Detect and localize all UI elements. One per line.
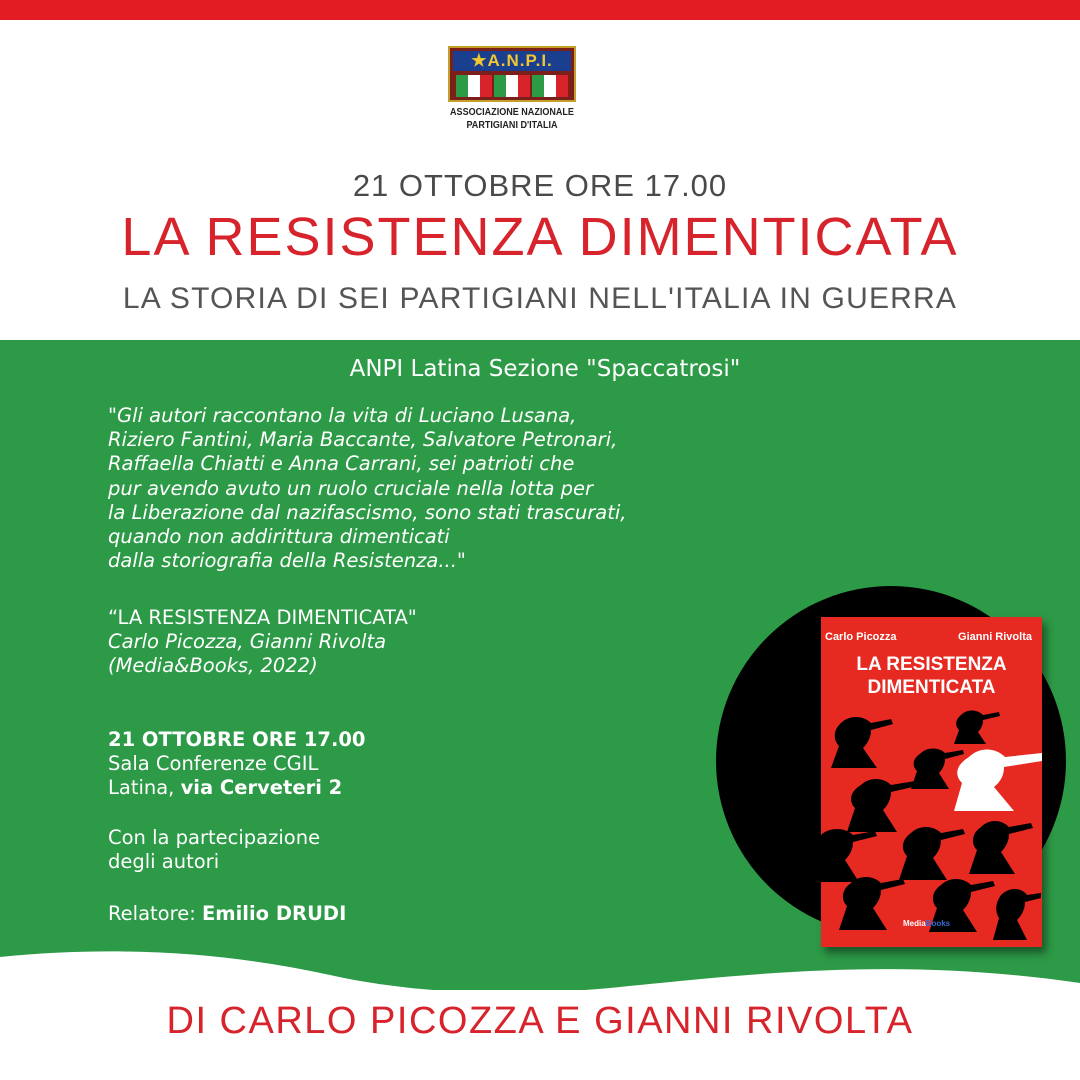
header-date: 21 OTTOBRE ORE 17.00	[352, 168, 728, 203]
book-authors: Carlo Picozza, Gianni Rivolta	[108, 630, 387, 653]
italian-flag-icon	[456, 75, 492, 97]
event-venue: Sala Conferenze CGIL	[108, 752, 319, 775]
quote-line: "Gli autori raccontano la vita di Luciano Lusana,	[108, 404, 577, 427]
footer-authors: DI CARLO PICOZZA E GIANNI RIVOLTA	[166, 1000, 914, 1042]
italian-flag-icon	[532, 75, 568, 97]
top-red-bar	[0, 0, 1080, 20]
cover-authors: Carlo Picozza Gianni Rivolta	[825, 631, 1032, 643]
soldiers-silhouette-icon	[821, 705, 1042, 947]
event-address: Latina, via Cerveteri 2	[108, 776, 343, 799]
cover-publisher-logo: MediaBooks	[903, 919, 951, 928]
star-icon: ★	[471, 51, 488, 70]
quote-line: quando non addirittura dimenticati	[108, 525, 450, 549]
book-cover	[821, 617, 1042, 947]
anpi-logo	[448, 46, 576, 138]
logo-acronym: ★A.N.P.I.	[453, 51, 571, 71]
quote-line: dalla storiografia della Resistenza..."	[108, 549, 466, 573]
event-participation: Con la partecipazione	[108, 826, 321, 849]
event-speaker: Relatore: Emilio DRUDI	[108, 902, 347, 925]
quote-line: pur avendo avuto un ruolo cruciale nella lotta per	[108, 476, 594, 500]
section-name: ANPI Latina Sezione "Spaccatrosi"	[349, 356, 741, 382]
book-publisher: (Media&Books, 2022)	[108, 654, 318, 677]
quote-line: la Liberazione dal nazifascismo, sono stati trascurati,	[108, 500, 627, 524]
quote-line: Riziero Fantini, Maria Baccante, Salvatore Petronari,	[108, 428, 618, 452]
event-participation-2: degli autori	[108, 850, 220, 873]
italian-flag-icon	[494, 75, 530, 97]
cover-title: LA RESISTENZA DIMENTICATA	[856, 654, 1007, 698]
page-subtitle: LA STORIA DI SEI PARTIGIANI NELL'ITALIA IN GUERRA	[122, 282, 958, 315]
quote-line: Raffaella Chiatti e Anna Carrani, sei patrioti che	[108, 452, 575, 476]
book-quote	[108, 404, 808, 573]
page-title: LA RESISTENZA DIMENTICATA	[121, 207, 959, 267]
logo-emblem	[448, 46, 576, 102]
logo-caption: ASSOCIAZIONE NAZIONALE PARTIGIANI D'ITALIA	[450, 106, 574, 131]
book-title: “LA RESISTENZA DIMENTICATA"	[108, 606, 417, 629]
event-date: 21 OTTOBRE ORE 17.00	[108, 728, 366, 751]
